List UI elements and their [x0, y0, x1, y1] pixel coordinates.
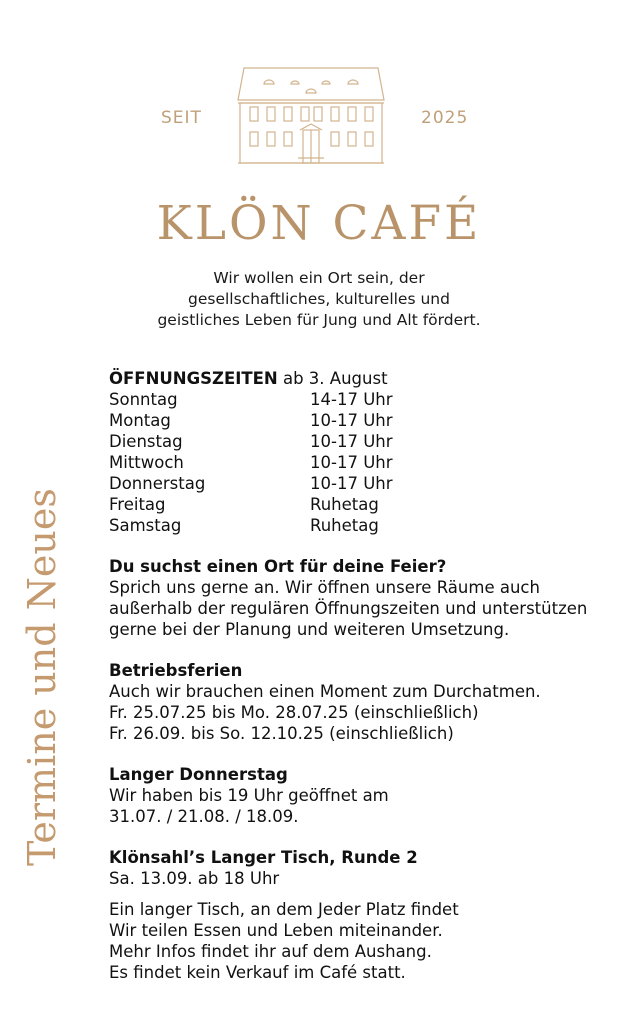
brand-title: KLÖN CAFÉ — [156, 196, 482, 251]
hours-row — [109, 494, 637, 515]
tisch-line: Es findet kein Verkauf im Café statt. — [109, 963, 406, 982]
hours-day: Sonntag — [109, 390, 178, 409]
intro-line: geistliches Leben für Jung und Alt fördert. — [157, 311, 481, 329]
hours-day: Montag — [109, 411, 171, 430]
building-logo-icon — [236, 66, 386, 166]
feier-title: Du suchst einen Ort für deine Feier? — [109, 557, 447, 576]
hours-time: Ruhetag — [310, 516, 379, 535]
tisch-title: Klönsahl’s Langer Tisch, Runde 2 — [109, 848, 418, 867]
logo-year-text: 2025 — [421, 108, 469, 128]
intro-text — [0, 268, 638, 331]
intro-line: Wir wollen ein Ort sein, der — [213, 269, 425, 287]
hours-row — [109, 431, 637, 452]
hours-row — [109, 452, 637, 473]
hours-row — [109, 410, 637, 431]
ferien-line: Fr. 26.09. bis So. 12.10.25 (einschließlich) — [109, 724, 454, 743]
hours-time: 14-17 Uhr — [310, 390, 393, 409]
tisch-date: Sa. 13.09. ab 18 Uhr — [109, 869, 280, 888]
main-content — [109, 368, 637, 983]
hours-day: Mittwoch — [109, 453, 184, 472]
hours-heading-label: ÖFFNUNGSZEITEN — [109, 369, 278, 388]
hours-time: 10-17 Uhr — [310, 411, 393, 430]
logo-seit-text: SEIT — [161, 108, 202, 128]
ferien-title: Betriebsferien — [109, 661, 243, 680]
tisch-line: Mehr Infos findet ihr auf dem Aushang. — [109, 942, 432, 961]
hours-heading-suffix: ab 3. August — [277, 369, 388, 388]
intro-line: gesellschaftliches, kulturelles und — [188, 290, 450, 308]
ferien-line: Auch wir brauchen einen Moment zum Durchatmen. — [109, 682, 541, 701]
feier-line: außerhalb der regulären Öffnungszeiten und unterstützen — [109, 599, 588, 618]
donnerstag-line: Wir haben bis 19 Uhr geöffnet am — [109, 786, 389, 805]
hours-day: Donnerstag — [109, 474, 206, 493]
donnerstag-line: 31.07. / 21.08. / 18.09. — [109, 807, 299, 826]
hours-day: Freitag — [109, 495, 166, 514]
ferien-line: Fr. 25.07.25 bis Mo. 28.07.25 (einschließlich) — [109, 703, 479, 722]
hours-time: 10-17 Uhr — [310, 453, 393, 472]
hours-row — [109, 515, 637, 536]
hours-time: 10-17 Uhr — [310, 474, 393, 493]
hours-row — [109, 473, 637, 494]
hours-day: Samstag — [109, 516, 182, 535]
hours-row — [109, 389, 637, 410]
feier-line: Sprich uns gerne an. Wir öffnen unsere Räume auch — [109, 578, 540, 597]
hours-time: 10-17 Uhr — [310, 432, 393, 451]
feier-line: gerne bei der Planung und weiteren Umsetzung. — [109, 620, 510, 639]
tisch-line: Ein langer Tisch, an dem Jeder Platz findet — [109, 900, 459, 919]
tisch-line: Wir teilen Essen und Leben miteinander. — [109, 921, 443, 940]
donnerstag-title: Langer Donnerstag — [109, 765, 288, 784]
hours-day: Dienstag — [109, 432, 183, 451]
hours-heading — [109, 368, 637, 389]
hours-time: Ruhetag — [310, 495, 379, 514]
side-title: Termine und Neues — [20, 488, 64, 866]
